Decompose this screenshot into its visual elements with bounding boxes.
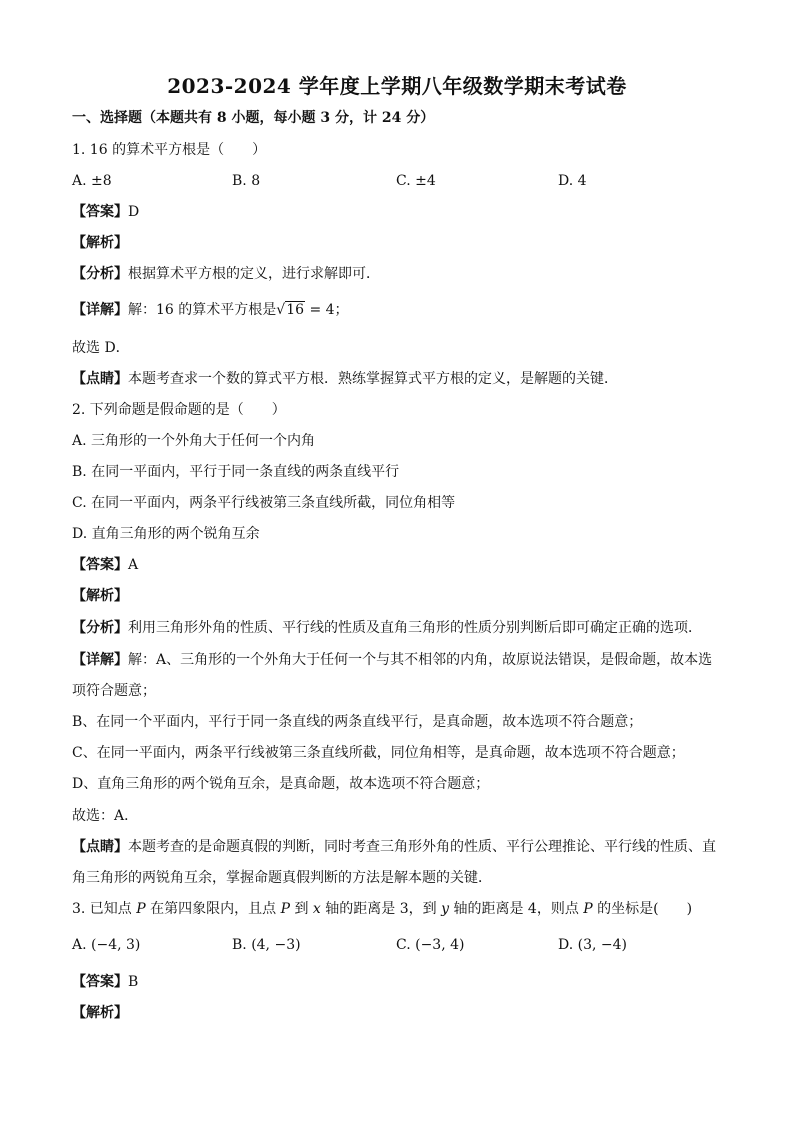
dianjing-text: 本题考查求一个数的算式平方根．熟练掌握算式平方根的定义，是解题的关键．	[128, 371, 618, 387]
q2-stem: 2. 下列命题是假命题的是（ ）	[72, 402, 286, 418]
page-title: 2023-2024 学年度上学期八年级数学期末考试卷	[167, 74, 627, 98]
var-p: P	[136, 901, 146, 917]
answer-value: A	[128, 557, 139, 573]
var-y: y	[441, 901, 450, 917]
q3-stem	[72, 899, 692, 919]
xiangjie-text: 解：16 的算术平方根是	[128, 302, 277, 318]
q1-xiangjie	[72, 300, 349, 320]
answer-value: D	[128, 204, 140, 220]
fenxi-tag: 【分析】	[72, 266, 128, 282]
q2-xiangjie-line1	[72, 650, 712, 670]
q1-analysis-tag: 【解析】	[72, 235, 128, 251]
q2-fenxi	[72, 618, 702, 638]
var-p: P	[583, 901, 593, 917]
q1-option-a: A. ±8	[72, 173, 112, 189]
answer-tag: 【答案】	[72, 557, 128, 573]
answer-value: B	[128, 974, 139, 990]
q1-fenxi	[72, 264, 380, 284]
dianjing-tag: 【点睛】	[72, 371, 128, 387]
sqrt-expression: √16	[276, 302, 305, 318]
xiangjie-result: = 4；	[305, 302, 349, 318]
q3-option-b: B. (4, −3)	[232, 937, 301, 953]
section-heading: 一、选择题（本题共有 8 小题，每小题 3 分，计 24 分）	[72, 110, 435, 126]
q2-line-c: C、在同一平面内，两条平行线被第三条直线所截，同位角相等，是真命题，故本选项不符合题意；	[72, 745, 685, 761]
q1-option-c: C. ±4	[396, 173, 436, 189]
q3-stem-part: 3. 已知点	[72, 901, 137, 917]
q2-option-c: C. 在同一平面内，两条平行线被第三条直线所截，同位角相等	[72, 495, 456, 511]
var-p: P	[280, 901, 291, 917]
q2-option-b: B. 在同一平面内，平行于同一条直线的两条直线平行	[72, 464, 400, 480]
q3-stem-part: 在第四象限内，且点	[145, 901, 281, 917]
q2-analysis-tag: 【解析】	[72, 588, 128, 604]
answer-tag: 【答案】	[72, 204, 128, 220]
sqrt-radicand: 16	[286, 302, 305, 318]
q1-stem: 1. 16 的算术平方根是（ ）	[72, 142, 267, 158]
dianjing-tag: 【点睛】	[72, 839, 128, 855]
var-x: x	[312, 901, 321, 917]
q3-option-c: C. (−3, 4)	[396, 937, 465, 953]
q2-dianjing-line1	[72, 837, 716, 857]
q2-line-b: B、在同一个平面内，平行于同一条直线的两条直线平行，是真命题，故本选项不符合题意；	[72, 714, 643, 730]
q3-stem-part: 到	[290, 901, 313, 917]
q2-option-a: A. 三角形的一个外角大于任何一个内角	[72, 433, 316, 449]
dianjing-text: 本题考查的是命题真假的判断，同时考查三角形外角的性质、平行公理推论、平行线的性质、直	[128, 839, 716, 855]
q2-option-d: D. 直角三角形的两个锐角互余	[72, 526, 260, 542]
q2-line-d: D、直角三角形的两个锐角互余，是真命题，故本选项不符合题意；	[72, 776, 490, 792]
fenxi-text: 利用三角形外角的性质、平行线的性质及直角三角形的性质分别判断后即可确定正确的选项．	[128, 620, 702, 636]
q3-stem-part: 轴的距离是 3，到	[320, 901, 442, 917]
q1-option-d: D. 4	[558, 173, 587, 189]
xiangjie-text: 解：A、三角形的一个外角大于任何一个与其不相邻的内角，故原说法错误，是假命题，故本选	[128, 652, 713, 668]
q1-conclusion: 故选 D．	[72, 340, 130, 356]
q3-analysis-tag: 【解析】	[72, 1005, 128, 1021]
q3-stem-part: 轴的距离是 4，则点	[449, 901, 584, 917]
q1-dianjing	[72, 369, 618, 389]
q3-stem-part: 的坐标是( )	[592, 901, 693, 917]
q1-answer	[72, 202, 139, 222]
q3-answer	[72, 972, 138, 992]
xiangjie-tag: 【详解】	[72, 652, 128, 668]
q1-option-b: B. 8	[232, 173, 261, 189]
q3-option-d: D. (3, −4)	[558, 937, 627, 953]
xiangjie-tag: 【详解】	[72, 302, 128, 318]
q2-answer	[72, 555, 138, 575]
fenxi-text: 根据算术平方根的定义，进行求解即可．	[128, 266, 380, 282]
answer-tag: 【答案】	[72, 974, 128, 990]
fenxi-tag: 【分析】	[72, 620, 128, 636]
q2-conclusion: 故选：A．	[72, 808, 139, 824]
q3-option-a: A. (−4, 3)	[72, 937, 141, 953]
q2-dianjing-line2: 角三角形的两锐角互余，掌握命题真假判断的方法是解本题的关键．	[72, 870, 492, 886]
q2-xiangjie-line2: 项符合题意；	[72, 683, 156, 699]
